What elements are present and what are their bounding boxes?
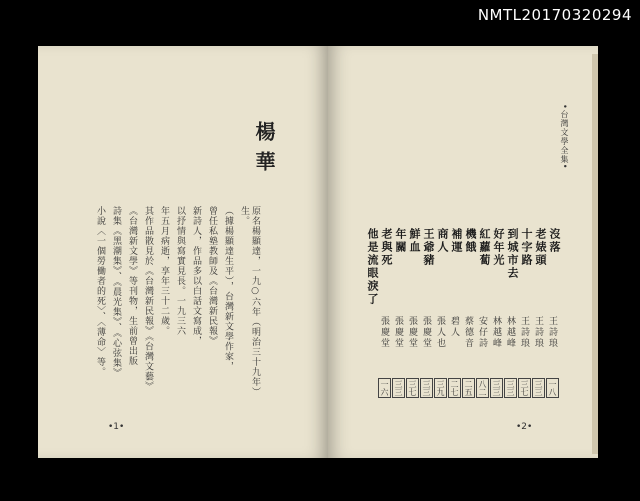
toc-page-number: 三三 [394,380,403,396]
toc-title: 老與死 [380,228,393,267]
toc-author: 張人也 [435,316,445,349]
toc-title: 補運 [450,228,463,254]
toc-author: 林越峰 [491,316,501,349]
toc-author: 碧人 [449,316,459,338]
toc-author: 安仔詩 [477,316,487,349]
toc-title: 機餓 [464,228,477,254]
toc-page-number: 一六 [380,380,389,396]
toc-title: 他是流眼淚了 [366,228,379,306]
toc-page-number: 二七 [450,380,459,396]
toc-author: 王詩琅 [533,316,543,349]
toc-title: 商人 [436,228,449,254]
toc-author: 林越峰 [505,316,515,349]
chapter-title: 楊華 [252,121,276,181]
toc-title: 十字路 [520,228,533,267]
toc-author: 張慶堂 [407,316,417,349]
open-book [38,46,604,458]
toc-title: 紅蘿蔔 [478,228,491,267]
body-column: 曾任私塾教師及《台灣新民報》 [207,206,217,346]
series-header: •台灣文學全集• [560,104,569,170]
toc-title: 年關 [394,228,407,254]
toc-page-number: 三三 [534,380,543,396]
body-column: 詩集《黑潮集》、《晨光集》、《心弦集》 [111,206,121,378]
body-column: 小說〈一個勞働者的死〉、〈薄命〉等。 [95,206,105,377]
page-edge [592,54,598,454]
body-column: 原名楊顯達，一九○六年（明治三十九年）生。 [239,206,260,397]
toc-page-number: 八二 [478,380,487,396]
toc-page-number: 三七 [408,380,417,396]
body-column: 《台灣新文學》等刊物，生前曾出版 [127,206,137,366]
toc-page-number: 三七 [520,380,529,396]
body-column: （據楊顯達生平），台灣新文學作家， [223,206,233,372]
toc-title: 鮮血 [408,228,421,254]
toc-author: 張慶堂 [379,316,389,349]
page-number-left: •1• [108,422,125,432]
toc-page-number: 三三 [492,380,501,396]
left-page [38,46,328,458]
right-page [328,46,598,458]
toc-page-number: 三九 [436,380,445,396]
toc-page-number: 二五 [464,380,473,396]
toc-title: 好年光 [492,228,505,267]
toc-author: 蔡德音 [463,316,473,349]
archive-id-label: NMTL20170320294 [477,6,632,24]
toc-page-number: 三三 [422,380,431,396]
body-column: 以抒情與寫實見長。一九三六 [175,206,185,336]
toc-author: 張慶堂 [421,316,431,349]
toc-title: 王爺豬 [422,228,435,267]
toc-title: 沒落 [548,228,561,254]
body-column: 新詩人，作品多以白話文寫成， [191,206,201,346]
toc-author: 王詩琅 [519,316,529,349]
body-column: 年五月病逝，享年三十二歲。 [159,206,169,336]
toc-title: 到城市去 [506,228,519,280]
toc-page-number: 三三 [506,380,515,396]
body-column: 其作品散見於《台灣新民報》《台灣文藝》 [143,206,153,392]
toc-page-number: 一八 [548,380,557,396]
toc-author: 張慶堂 [393,316,403,349]
page-number-right: •2• [516,422,533,432]
toc-title: 老婊頭 [534,228,547,267]
toc-author: 王詩琅 [547,316,557,349]
